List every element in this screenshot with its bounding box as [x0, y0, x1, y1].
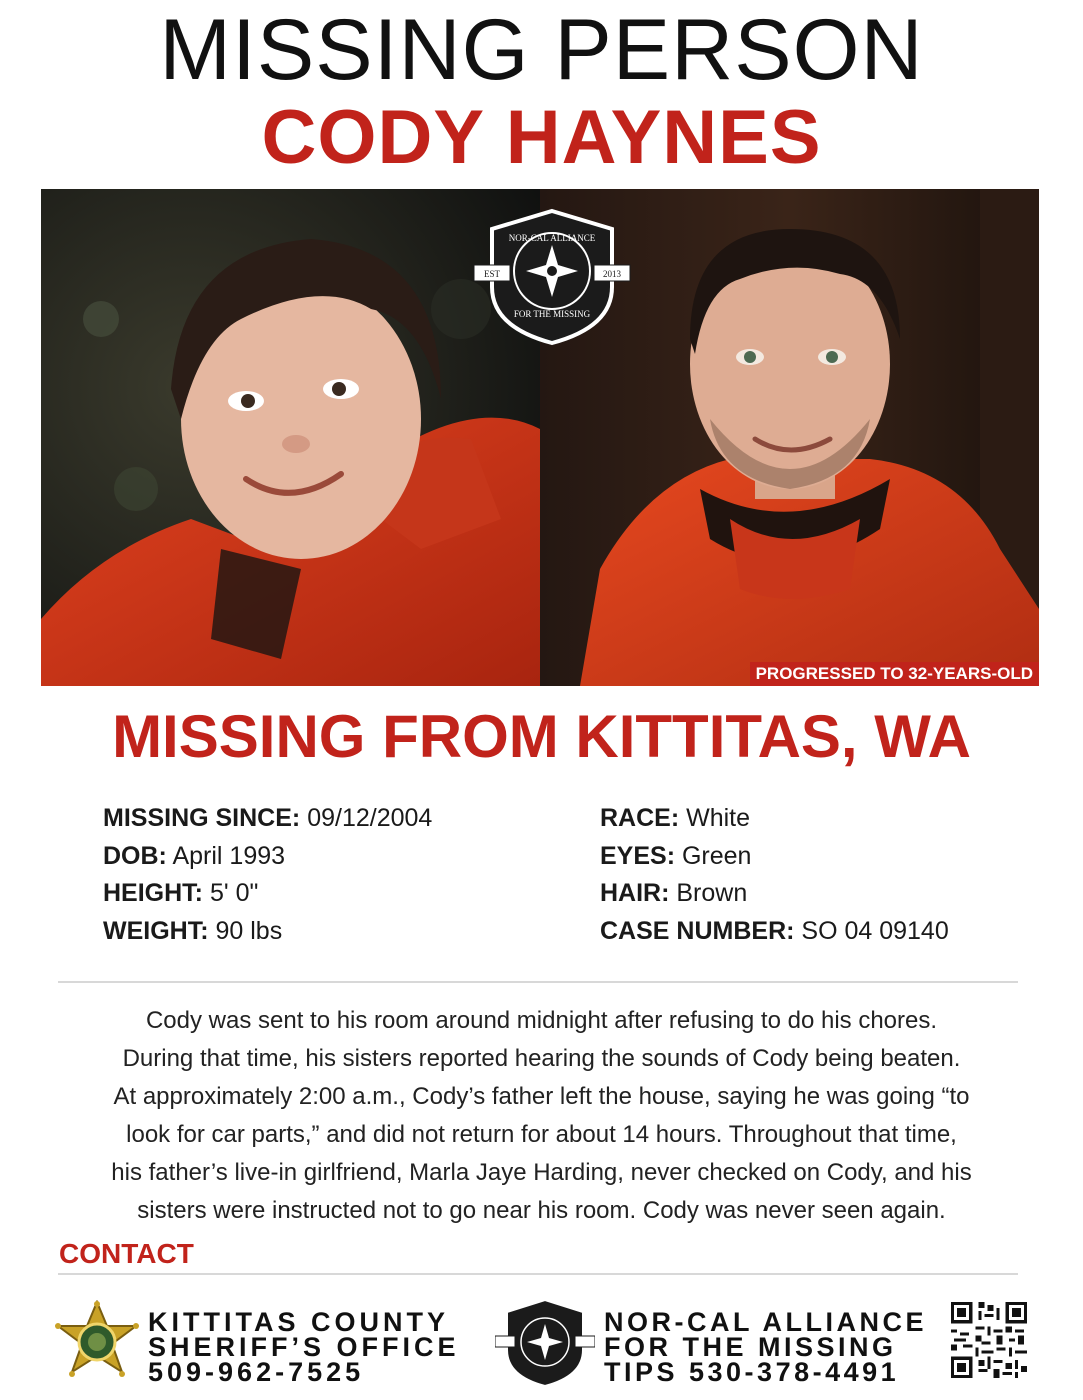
detail-label: DOB:: [103, 841, 167, 870]
detail-height: [103, 875, 432, 913]
detail-case-number: [600, 913, 949, 951]
sheriff-star-icon: [54, 1300, 140, 1390]
detail-dob: [103, 838, 432, 876]
photo-panel: [41, 189, 1039, 686]
progressed-caption: PROGRESSED TO 32-YEARS-OLD: [750, 662, 1039, 686]
detail-value: Green: [675, 841, 752, 870]
details-right-column: [600, 800, 949, 950]
detail-value: April 1993: [166, 841, 286, 870]
detail-label: HEIGHT:: [103, 879, 203, 907]
detail-missing-since: [103, 800, 432, 838]
details-left-column: [103, 800, 432, 950]
detail-label: MISSING SINCE:: [103, 804, 301, 832]
detail-label: HAIR:: [600, 879, 670, 907]
narrative-line: Cody was sent to his room around midnight after refusing to do his chores.: [145, 1007, 938, 1034]
detail-weight: [103, 913, 432, 951]
case-narrative: [30, 1002, 1053, 1230]
detail-label: CASE NUMBER:: [600, 916, 795, 945]
poster-title: MISSING PERSON: [159, 2, 924, 98]
contact-heading: CONTACT: [59, 1238, 194, 1269]
badge-top-text: NOR-CAL ALLIANCE: [508, 233, 596, 243]
sheriff-name-line2: SHERIFF’S OFFICE: [148, 1332, 460, 1362]
narrative-line: his father’s live-in girlfriend, Marla Jaye Harding, never checked on Cody, and his: [111, 1159, 972, 1186]
divider: [58, 1273, 1018, 1275]
detail-value: 90 lbs: [208, 916, 283, 945]
detail-race: [600, 800, 949, 838]
sheriff-phone[interactable]: 509-962-7525: [148, 1357, 365, 1387]
divider: [58, 981, 1018, 983]
badge-year: 2013: [603, 269, 621, 279]
norcal-contact: [604, 1307, 927, 1387]
narrative-line: look for car parts,” and did not return for about 14 hours. Throughout that time,: [126, 1121, 957, 1148]
detail-value: Brown: [669, 879, 748, 907]
sheriff-name-line1: KITTITAS COUNTY: [148, 1307, 449, 1337]
sheriff-contact: [148, 1307, 460, 1387]
detail-hair: [600, 875, 949, 913]
badge-bottom-text: FOR THE MISSING: [513, 309, 591, 319]
norcal-name-line1: NOR-CAL ALLIANCE: [604, 1307, 927, 1337]
detail-label: WEIGHT:: [103, 916, 209, 945]
detail-value: White: [679, 804, 751, 832]
detail-eyes: [600, 838, 949, 876]
narrative-line: During that time, his sisters reported hearing the sounds of Cody being beaten.: [122, 1045, 961, 1072]
badge-est: EST: [483, 269, 501, 279]
detail-value: 5' 0": [203, 879, 259, 907]
qr-code-icon[interactable]: [951, 1302, 1027, 1378]
missing-person-name: CODY HAYNES: [261, 95, 822, 180]
childhood-photo: [41, 189, 540, 686]
missing-location-heading: MISSING FROM KITTITAS, WA: [112, 703, 971, 770]
nor-cal-alliance-logo-icon: [495, 1298, 595, 1388]
detail-label: RACE:: [600, 804, 680, 832]
detail-value: SO 04 09140: [794, 916, 949, 945]
detail-value: 09/12/2004: [300, 804, 433, 832]
narrative-line: At approximately 2:00 a.m., Cody’s father left the house, saying he was going “to: [113, 1083, 970, 1110]
detail-label: EYES:: [600, 841, 676, 870]
norcal-tips-phone[interactable]: TIPS 530-378-4491: [604, 1357, 900, 1387]
norcal-name-line2: FOR THE MISSING: [604, 1332, 897, 1362]
narrative-line: sisters were instructed not to go near his room. Cody was never seen again.: [137, 1197, 946, 1224]
nor-cal-alliance-badge: [472, 207, 632, 347]
